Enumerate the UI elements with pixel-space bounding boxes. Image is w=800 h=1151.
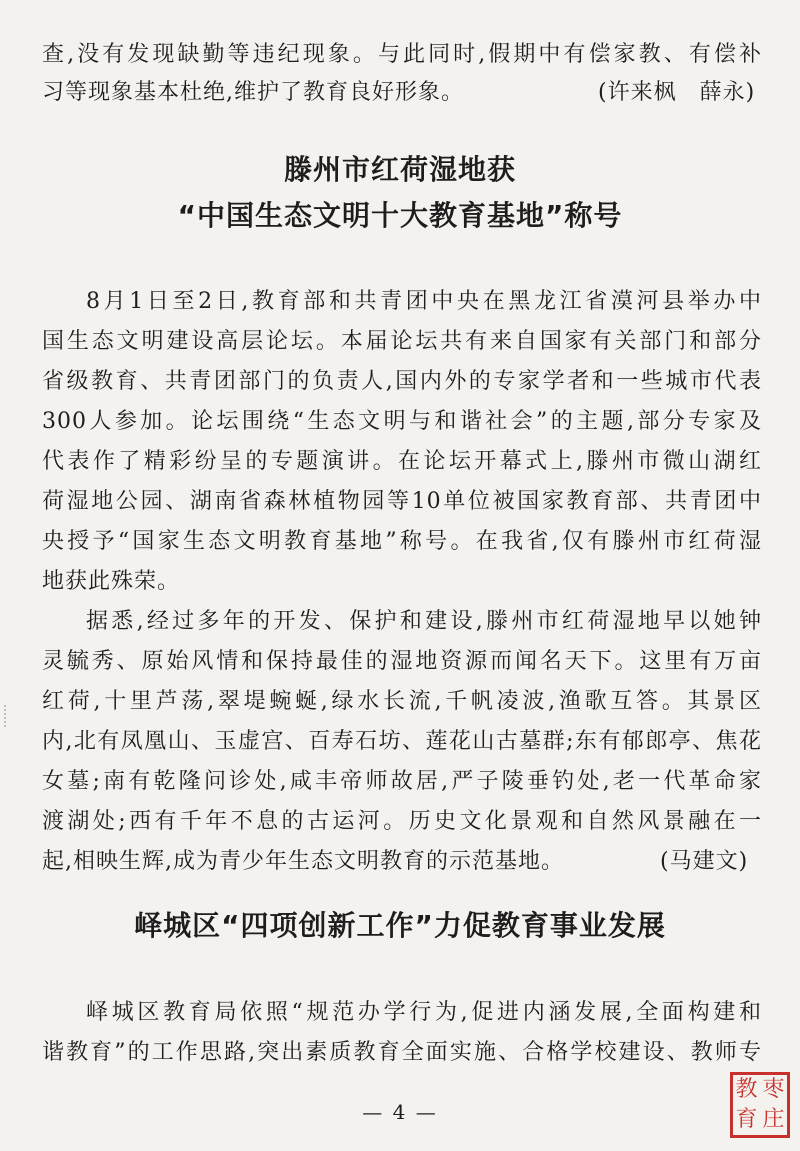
byline: (许来枫 薛永) <box>598 80 756 105</box>
text-line: 300人参加。论坛围绕“生态文明与和谐社会”的主题,部分专家及 <box>42 409 762 434</box>
seal-char: 庄 <box>762 1107 785 1132</box>
text-line: 谐教育”的工作思路,突出素质教育全面实施、合格学校建设、教师专 <box>42 1040 762 1065</box>
text-line: 8月1日至2日,教育部和共青团中央在黑龙江省漠河县举办中 <box>86 289 762 314</box>
page-number: — 4 — <box>362 1100 438 1124</box>
text-line: 渡湖处;西有千年不息的古运河。历史文化景观和自然风景融在一 <box>42 809 762 834</box>
text-line: 国生态文明建设高层论坛。本届论坛共有来自国家有关部门和部分 <box>42 329 762 354</box>
seal-stamp <box>730 1072 790 1138</box>
text-line: 省级教育、共青团部门的负责人,国内外的专家学者和一些城市代表 <box>42 369 762 394</box>
text-line: 红荷,十里芦荡,翠堤蜿蜒,绿水长流,千帆凌波,渔歌互答。其景区 <box>42 689 762 714</box>
text-line: 女墓;南有乾隆问诊处,咸丰帝师故居,严子陵垂钓处,老一代革命家 <box>42 769 762 794</box>
seal-char: 教 <box>735 1077 758 1102</box>
text-line: 地获此殊荣。 <box>42 569 181 594</box>
text-line: 起,相映生辉,成为青少年生态文明教育的示范基地。 <box>42 849 564 874</box>
text-line: 央授予“国家生态文明教育基地”称号。在我省,仅有滕州市红荷湿 <box>42 529 762 554</box>
text-line: 代表作了精彩纷呈的专题演讲。在论坛开幕式上,滕州市微山湖红 <box>42 449 762 474</box>
text-line: 灵毓秀、原始风情和保持最佳的湿地资源而闻名天下。这里有万亩 <box>42 649 762 674</box>
text-line: 据悉,经过多年的开发、保护和建设,滕州市红荷湿地早以她钟 <box>86 609 762 634</box>
byline: (马建文) <box>660 849 749 874</box>
text-line: 内,北有凤凰山、玉虚宫、百寿石坊、莲花山古墓群;东有郁郎亭、焦花 <box>42 729 762 754</box>
seal-char: 育 <box>735 1107 758 1132</box>
text-line: 习等现象基本杜绝,维护了教育良好形象。 <box>42 80 464 105</box>
seal-char: 枣 <box>762 1077 785 1102</box>
text-line: 查,没有发现缺勤等违纪现象。与此同时,假期中有偿家教、有偿补 <box>42 42 762 67</box>
text-line: 峄城区教育局依照“规范办学行为,促进内涵发展,全面构建和 <box>86 1000 762 1025</box>
text-line: 荷湿地公园、湖南省森林植物园等10单位被国家教育部、共青团中 <box>42 489 762 514</box>
article-title: “中国生态文明十大教育基地”称号 <box>177 199 623 232</box>
article-title: 滕州市红荷湿地获 <box>283 153 516 186</box>
scan-artifact <box>4 705 12 727</box>
article-title: 峄城区“四项创新工作”力促教育事业发展 <box>134 909 666 942</box>
